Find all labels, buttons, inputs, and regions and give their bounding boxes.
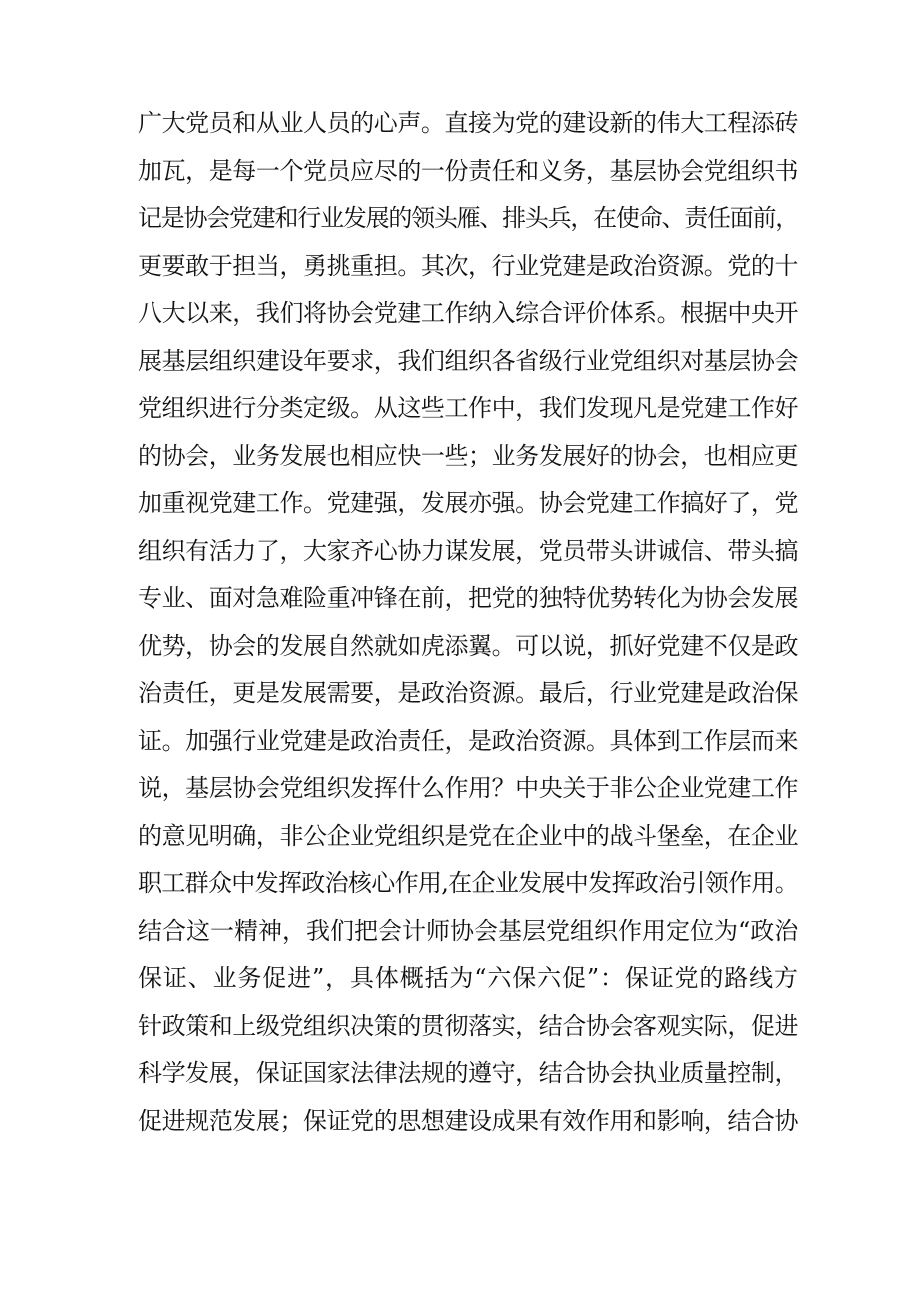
text-line: 结合这一精神，我们把会计师协会基层党组织作用定位为“政治 — [138, 916, 799, 945]
text-line: 更要敢于担当，勇挑重担。其次，行业党建是政治资源。党的十 — [138, 251, 798, 280]
text-line: 组织有活力了，大家齐心协力谋发展，党员带头讲诚信、带头搞 — [138, 536, 798, 565]
text-line: 八大以来，我们将协会党建工作纳入综合评价体系。根据中央开 — [138, 299, 798, 327]
text-line: 专业、面对急难险重冲锋在前，把党的独特优势转化为协会发展 — [138, 584, 798, 612]
text-line: 促进规范发展；保证党的思想建设成果有效作用和影响，结合协 — [138, 1106, 798, 1135]
text-line: 针政策和上级党组织决策的贯彻落实，结合协会客观实际，促进 — [138, 1011, 798, 1040]
text-line: 说，基层协会党组织发挥什么作用？中央关于非公企业党建工作 — [138, 774, 798, 802]
text-line: 加重视党建工作。党建强，发展亦强。协会党建工作搞好了，党 — [138, 489, 798, 517]
text-line: 广大党员和从业人员的心声。直接为党的建设新的伟大工程添砖 — [138, 109, 798, 137]
text-line: 保证、业务促进”，具体概括为“六保六促”：保证党的路线方 — [138, 964, 798, 992]
text-line: 科学发展，保证国家法律法规的遵守，结合协会执业质量控制， — [138, 1059, 798, 1087]
text-line: 记是协会党建和行业发展的领头雁、排头兵，在使命、责任面前， — [138, 204, 798, 232]
text-line: 的意见明确，非公企业党组织是党在企业中的战斗堡垒，在企业 — [138, 821, 798, 850]
text-line: 证。加强行业党建是政治责任，是政治资源。具体到工作层而来 — [138, 726, 798, 755]
text-line: 治责任，更是发展需要，是政治资源。最后，行业党建是政治保 — [138, 679, 798, 707]
text-line: 加瓦，是每一个党员应尽的一份责任和义务，基层协会党组织书 — [138, 156, 798, 185]
text-line: 优势，协会的发展自然就如虎添翼。可以说，抓好党建不仅是政 — [138, 631, 798, 660]
text-line: 职工群众中发挥政治核心作用,在企业发展中发挥政治引领作用。 — [138, 869, 798, 897]
text-line: 党组织进行分类定级。从这些工作中，我们发现凡是党建工作好 — [138, 394, 798, 422]
text-line: 的协会，业务发展也相应快一些；业务发展好的协会，也相应更 — [138, 441, 798, 470]
text-line: 展基层组织建设年要求，我们组织各省级行业党组织对基层协会 — [138, 346, 798, 375]
body-paragraph — [138, 100, 798, 1145]
